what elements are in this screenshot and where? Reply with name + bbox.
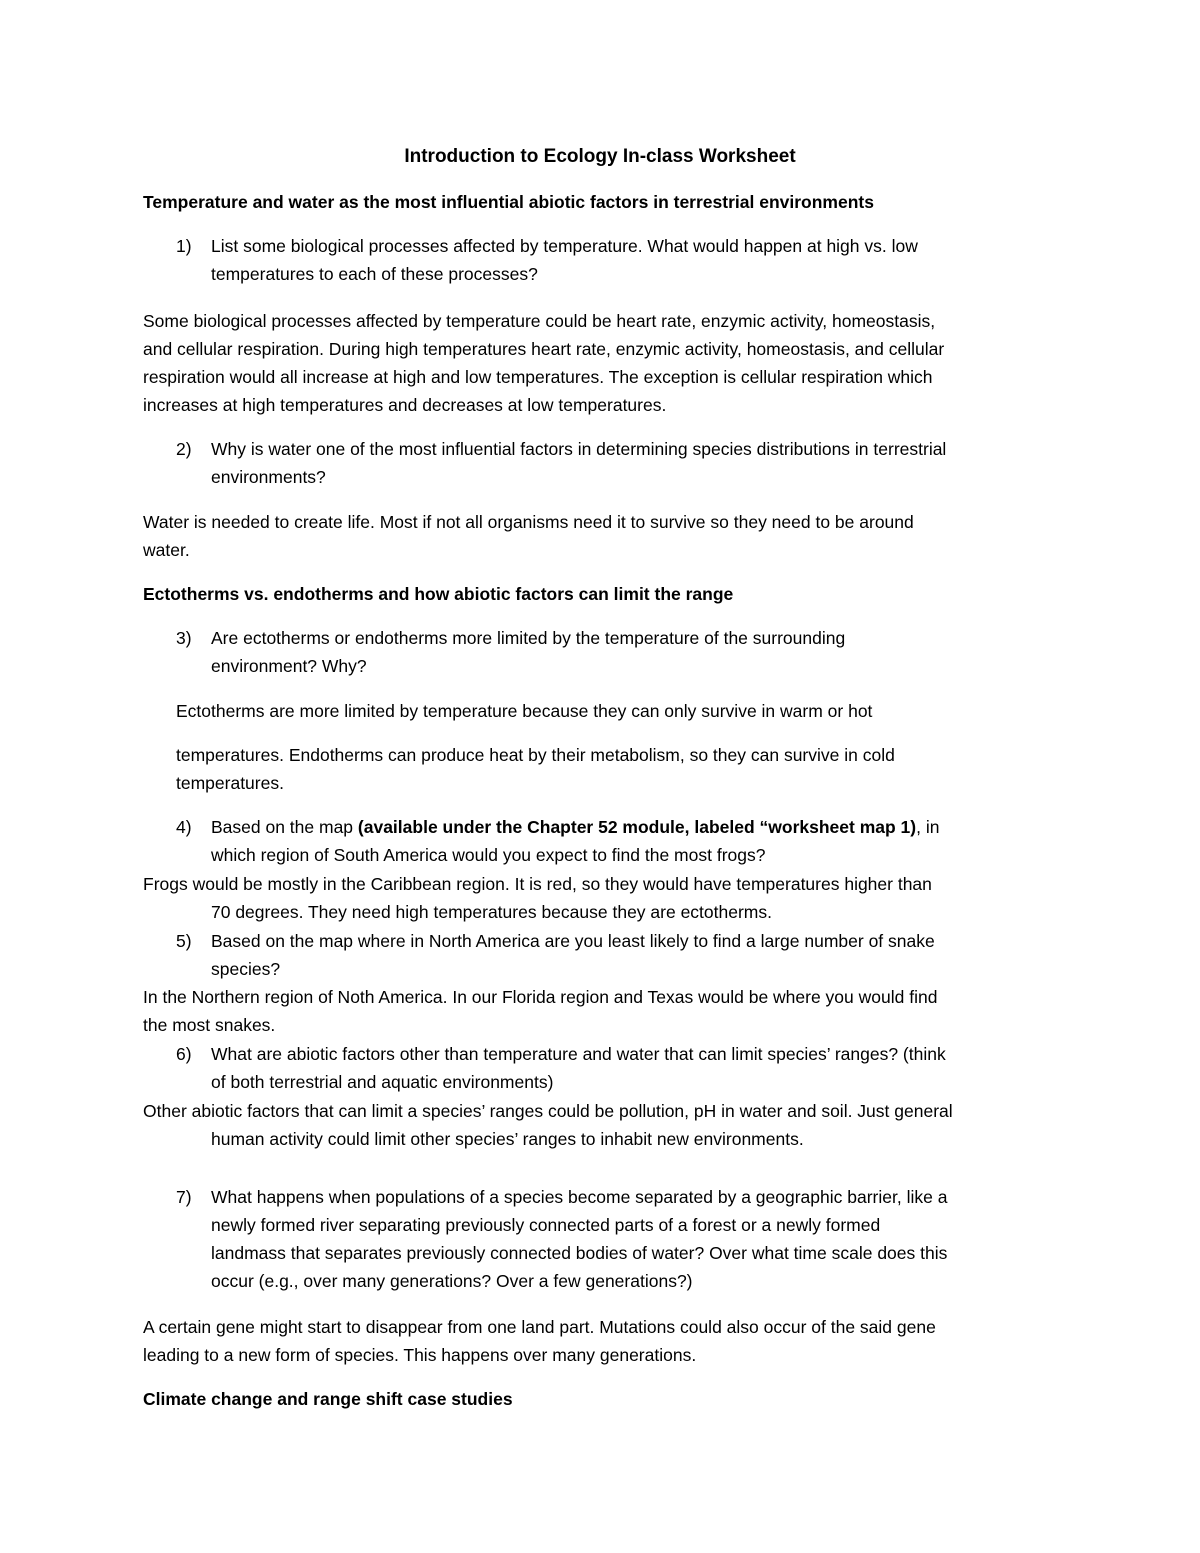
question-text: species? — [211, 959, 281, 979]
answer-text: increases at high temperatures and decreases at low temperatures. — [143, 395, 667, 415]
answer-text: temperatures. — [176, 773, 284, 793]
answer-text: Ectotherms are more limited by temperature because they can only survive in warm or hot — [176, 701, 873, 721]
question-text-emphasis: (available under the Chapter 52 module, labeled “worksheet map 1) — [357, 817, 917, 837]
answer-text: Some biological processes affected by temperature could be heart rate, enzymic activity, homeostasis, — [143, 311, 936, 331]
answer-text: water. — [143, 540, 190, 560]
question-number: 5) — [176, 931, 192, 951]
question-text: What are abiotic factors other than temperature and water that can limit species’ ranges? (think — [211, 1044, 946, 1064]
question-number: 2) — [176, 439, 192, 459]
question-text: Based on the map where in North America are you least likely to find a large number of snake — [211, 931, 935, 951]
question-text: temperatures to each of these processes? — [211, 264, 538, 284]
question-text-end: , in — [916, 817, 940, 837]
question-text-start: Based on the map — [211, 817, 358, 837]
section-heading: Ectotherms vs. endotherms and how abiotic factors can limit the range — [143, 584, 734, 604]
answer-text: the most snakes. — [143, 1015, 276, 1035]
question-number: 3) — [176, 628, 192, 648]
question-text: List some biological processes affected by temperature. What would happen at high vs. low — [211, 236, 918, 256]
page-title: Introduction to Ecology In-class Worksheet — [404, 146, 796, 167]
question-text: landmass that separates previously connected bodies of water? Over what time scale does this — [211, 1243, 948, 1263]
answer-text: Frogs would be mostly in the Caribbean region. It is red, so they would have temperatures higher than — [143, 874, 932, 894]
question-text: which region of South America would you expect to find the most frogs? — [211, 845, 766, 865]
answer-text: Water is needed to create life. Most if not all organisms need it to survive so they need to be around — [143, 512, 914, 532]
answer-text: temperatures. Endotherms can produce heat by their metabolism, so they can survive in cold — [176, 745, 895, 765]
question-text: Why is water one of the most influential factors in determining species distributions in terrestrial — [211, 439, 947, 459]
question-number: 1) — [176, 236, 192, 256]
question-text: environment? Why? — [211, 656, 367, 676]
answer-text: leading to a new form of species. This happens over many generations. — [143, 1345, 697, 1365]
question-text: What happens when populations of a species become separated by a geographic barrier, like a — [211, 1187, 948, 1207]
answer-text: 70 degrees. They need high temperatures because they are ectotherms. — [211, 902, 772, 922]
section-heading: Climate change and range shift case studies — [143, 1389, 513, 1409]
question-text: environments? — [211, 467, 326, 487]
answer-text: A certain gene might start to disappear from one land part. Mutations could also occur of the said gene — [143, 1317, 936, 1337]
question-number: 6) — [176, 1044, 192, 1064]
question-text — [211, 813, 939, 841]
question-number: 4) — [176, 817, 192, 837]
answer-text: and cellular respiration. During high temperatures heart rate, enzymic activity, homeostasis, and cellular — [143, 339, 945, 359]
section-heading: Temperature and water as the most influential abiotic factors in terrestrial environments — [143, 192, 874, 212]
question-text: Are ectotherms or endotherms more limited by the temperature of the surrounding — [211, 628, 846, 648]
question-text: newly formed river separating previously connected parts of a forest or a newly formed — [211, 1215, 881, 1235]
answer-text: human activity could limit other species’ ranges to inhabit new environments. — [211, 1129, 804, 1149]
question-text: of both terrestrial and aquatic environments) — [211, 1072, 554, 1092]
answer-text: respiration would all increase at high and low temperatures. The exception is cellular respiration which — [143, 367, 933, 387]
answer-text: Other abiotic factors that can limit a species’ ranges could be pollution, pH in water and soil. Just general — [143, 1101, 953, 1121]
answer-text: In the Northern region of Noth America. In our Florida region and Texas would be where you would find — [143, 987, 938, 1007]
question-text: occur (e.g., over many generations? Over a few generations?) — [211, 1271, 693, 1291]
question-number: 7) — [176, 1187, 192, 1207]
